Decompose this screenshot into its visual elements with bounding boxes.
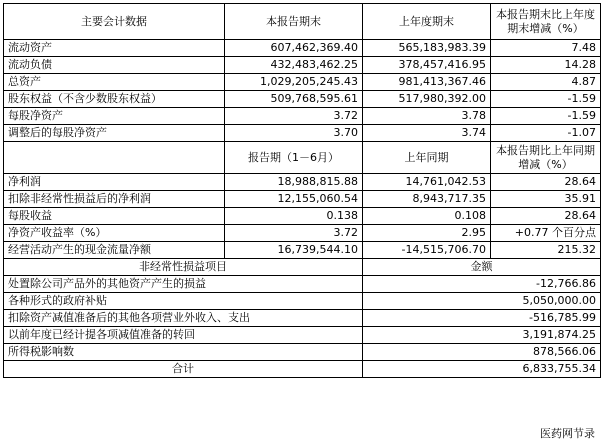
header-period-end: 本报告期末 (225, 4, 363, 40)
row-change: -1.59 (491, 108, 601, 125)
table-row (4, 242, 601, 259)
row-label: 每股收益 (4, 208, 225, 225)
table-row (4, 40, 601, 57)
row-change: 28.64 (491, 208, 601, 225)
row-label: 净利润 (4, 174, 225, 191)
row-change: -1.59 (491, 91, 601, 108)
row-change: 14.28 (491, 57, 601, 74)
row-label: 每股净资产 (4, 108, 225, 125)
table-row (4, 91, 601, 108)
row-prior: 3.74 (363, 125, 491, 142)
total-row (4, 361, 601, 378)
row-label: 净资产收益率（%） (4, 225, 225, 242)
row-label: 总资产 (4, 74, 225, 91)
row-amount: 878,566.06 (363, 344, 601, 361)
row-amount: 5,050,000.00 (363, 293, 601, 310)
header-same-period-last-year: 上年同期 (363, 142, 491, 174)
row-current: 1,029,205,245.43 (225, 74, 363, 91)
row-amount: -12,766.86 (363, 276, 601, 293)
row-change: 7.48 (491, 40, 601, 57)
row-label: 各种形式的政府补贴 (4, 293, 363, 310)
table-row (4, 74, 601, 91)
row-label: 经营活动产生的现金流量净额 (4, 242, 225, 259)
row-change: +0.77 个百分点 (491, 225, 601, 242)
total-amount: 6,833,755.34 (363, 361, 601, 378)
row-prior: 8,943,717.35 (363, 191, 491, 208)
row-change: 4.87 (491, 74, 601, 91)
row-current: 0.138 (225, 208, 363, 225)
header-prior-year-end: 上年度期末 (363, 4, 491, 40)
row-prior: 14,761,042.53 (363, 174, 491, 191)
row-prior: 981,413,367.46 (363, 74, 491, 91)
row-prior: 0.108 (363, 208, 491, 225)
row-change: -1.07 (491, 125, 601, 142)
row-current: 432,483,462.25 (225, 57, 363, 74)
row-prior: 378,457,416.95 (363, 57, 491, 74)
row-change: 28.64 (491, 174, 601, 191)
row-prior: 565,183,983.39 (363, 40, 491, 57)
row-change: 215.32 (491, 242, 601, 259)
row-label: 以前年度已经计提各项减值准备的转回 (4, 327, 363, 344)
row-label: 扣除非经常性损益后的净利润 (4, 191, 225, 208)
row-prior: -14,515,706.70 (363, 242, 491, 259)
row-label: 所得税影响数 (4, 344, 363, 361)
row-prior: 3.78 (363, 108, 491, 125)
row-label: 流动负债 (4, 57, 225, 74)
row-prior: 2.95 (363, 225, 491, 242)
financial-summary-table (3, 3, 601, 378)
header-row-balance (4, 4, 601, 40)
row-change: 35.91 (491, 191, 601, 208)
row-amount: 3,191,874.25 (363, 327, 601, 344)
table-row (4, 208, 601, 225)
row-current: 3.72 (225, 108, 363, 125)
row-current: 18,988,815.88 (225, 174, 363, 191)
header-accounting-data: 主要会计数据 (4, 4, 225, 40)
row-label: 股东权益（不含少数股东权益） (4, 91, 225, 108)
header-blank (4, 142, 225, 174)
watermark-source: 医药网节录 (540, 427, 595, 440)
row-amount: -516,785.99 (363, 310, 601, 327)
row-current: 607,462,369.40 (225, 40, 363, 57)
row-label: 流动资产 (4, 40, 225, 57)
table-row (4, 310, 601, 327)
row-label: 扣除资产减值准备后的其他各项营业外收入、支出 (4, 310, 363, 327)
table-row (4, 191, 601, 208)
row-current: 16,739,544.10 (225, 242, 363, 259)
table-row (4, 293, 601, 310)
header-row-nonrecurring (4, 259, 601, 276)
row-prior: 517,980,392.00 (363, 91, 491, 108)
row-current: 509,768,595.61 (225, 91, 363, 108)
table-row (4, 57, 601, 74)
header-change-pct: 本报告期末比上年度期末增减（%） (491, 4, 601, 40)
total-label: 合计 (4, 361, 363, 378)
row-current: 3.70 (225, 125, 363, 142)
header-report-period: 报告期（1－6月） (225, 142, 363, 174)
row-current: 3.72 (225, 225, 363, 242)
table-row (4, 344, 601, 361)
header-amount: 金额 (363, 259, 601, 276)
table-row (4, 276, 601, 293)
header-nonrecurring-items: 非经常性损益项目 (4, 259, 363, 276)
row-label: 调整后的每股净资产 (4, 125, 225, 142)
table-row (4, 225, 601, 242)
row-current: 12,155,060.54 (225, 191, 363, 208)
row-label: 处置除公司产品外的其他资产产生的损益 (4, 276, 363, 293)
header-yoy-change-pct: 本报告期比上年同期增减（%） (491, 142, 601, 174)
table-row (4, 174, 601, 191)
header-row-income (4, 142, 601, 174)
table-row (4, 108, 601, 125)
table-row (4, 327, 601, 344)
table-row (4, 125, 601, 142)
